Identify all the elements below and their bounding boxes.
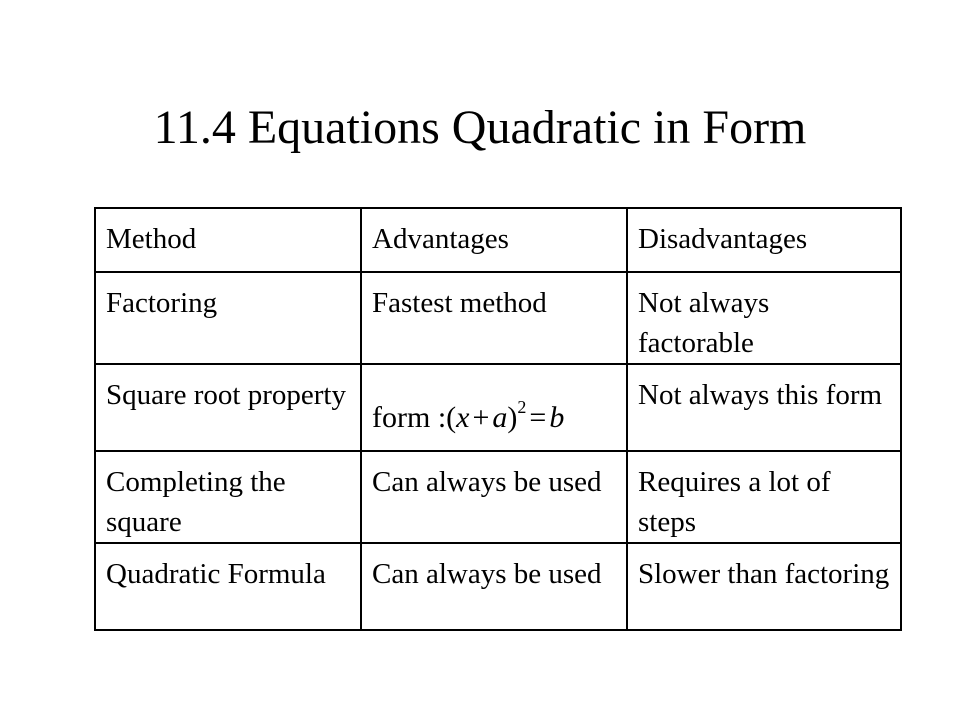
formula-var-a: a bbox=[492, 401, 508, 434]
cell-method: Quadratic Formula bbox=[95, 543, 361, 630]
cell-disadvantages: Not always this form bbox=[627, 364, 901, 451]
cell-advantages: Can always be used bbox=[361, 451, 627, 543]
formula-plus: + bbox=[472, 401, 490, 434]
methods-comparison-table bbox=[94, 207, 902, 631]
cell-advantages: Can always be used bbox=[361, 543, 627, 630]
cell-disadvantages: Slower than factoring bbox=[627, 543, 901, 630]
formula-open-paren: ( bbox=[446, 401, 457, 434]
formula-equals: = bbox=[529, 401, 547, 434]
square-root-form-formula bbox=[372, 387, 618, 438]
formula-exponent: 2 bbox=[517, 397, 527, 417]
table-row-square-root bbox=[95, 364, 901, 451]
table-row-factoring bbox=[95, 272, 901, 364]
table-row-quadratic-formula bbox=[95, 543, 901, 630]
table-row-completing-square bbox=[95, 451, 901, 543]
cell-method: Square root property bbox=[95, 364, 361, 451]
formula-prefix: form : bbox=[372, 401, 447, 434]
header-method: Method bbox=[95, 208, 361, 272]
cell-disadvantages: Not always factorable bbox=[627, 272, 901, 364]
cell-method: Factoring bbox=[95, 272, 361, 364]
header-disadvantages: Disadvantages bbox=[627, 208, 901, 272]
formula-close-paren: ) bbox=[507, 401, 518, 434]
slide-title: 11.4 Equations Quadratic in Form bbox=[153, 101, 807, 154]
formula-var-x: x bbox=[456, 401, 470, 434]
cell-advantages-formula bbox=[361, 364, 627, 451]
formula-var-b: b bbox=[549, 401, 565, 434]
cell-method: Completing the square bbox=[95, 451, 361, 543]
header-advantages: Advantages bbox=[361, 208, 627, 272]
cell-disadvantages: Requires a lot of steps bbox=[627, 451, 901, 543]
table-header-row bbox=[95, 208, 901, 272]
cell-advantages: Fastest method bbox=[361, 272, 627, 364]
